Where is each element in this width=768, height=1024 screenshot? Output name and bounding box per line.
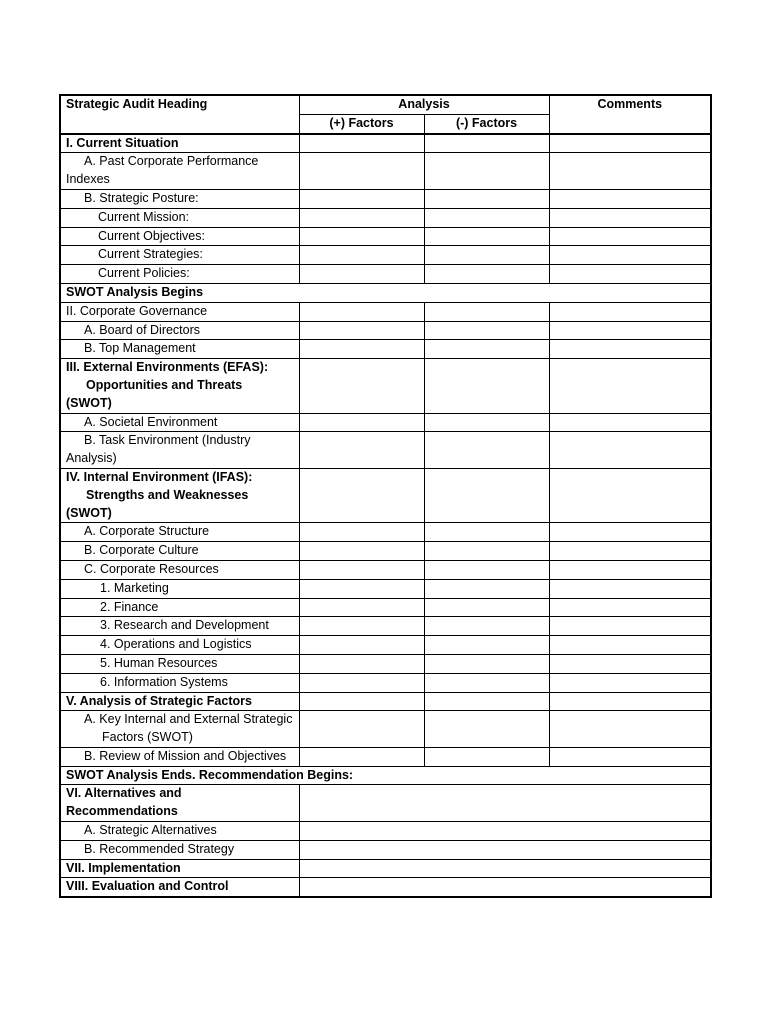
negative-cell <box>424 227 549 246</box>
negative-cell <box>424 523 549 542</box>
row-label: VI. Alternatives and Recommendations <box>60 785 299 822</box>
table-row <box>60 523 711 542</box>
positive-cell <box>299 189 424 208</box>
row-label: B. Recommended Strategy <box>60 840 299 859</box>
positive-cell <box>299 692 424 711</box>
comments-cell <box>549 153 711 190</box>
row-label: B. Top Management <box>60 340 299 359</box>
negative-factors-header: (-) Factors <box>424 114 549 133</box>
comments-cell <box>549 523 711 542</box>
negative-cell <box>424 321 549 340</box>
merged-cell <box>299 822 711 841</box>
positive-cell <box>299 560 424 579</box>
row-label: I. Current Situation <box>60 134 299 153</box>
positive-cell <box>299 227 424 246</box>
negative-cell <box>424 265 549 284</box>
row-label: C. Corporate Resources <box>60 560 299 579</box>
table-row <box>60 340 711 359</box>
positive-cell <box>299 598 424 617</box>
positive-cell <box>299 340 424 359</box>
negative-cell <box>424 617 549 636</box>
table-row <box>60 359 711 413</box>
table-row <box>60 227 711 246</box>
positive-cell <box>299 468 424 522</box>
comments-cell <box>549 189 711 208</box>
table-row <box>60 617 711 636</box>
positive-factors-header: (+) Factors <box>299 114 424 133</box>
comments-cell <box>549 246 711 265</box>
comments-cell <box>549 617 711 636</box>
positive-cell <box>299 302 424 321</box>
section-row <box>60 283 711 302</box>
table-row <box>60 747 711 766</box>
positive-cell <box>299 523 424 542</box>
row-label: 5. Human Resources <box>60 654 299 673</box>
section-row <box>60 766 711 785</box>
table-row <box>60 542 711 561</box>
positive-cell <box>299 321 424 340</box>
negative-cell <box>424 673 549 692</box>
comments-cell <box>549 413 711 432</box>
row-label: 6. Information Systems <box>60 673 299 692</box>
table-row <box>60 246 711 265</box>
negative-cell <box>424 711 549 748</box>
negative-cell <box>424 134 549 153</box>
row-label: A. Strategic Alternatives <box>60 822 299 841</box>
row-label: A. Past Corporate Performance Indexes <box>60 153 299 190</box>
row-label: V. Analysis of Strategic Factors <box>60 692 299 711</box>
comments-cell <box>549 265 711 284</box>
positive-cell <box>299 265 424 284</box>
row-label: B. Corporate Culture <box>60 542 299 561</box>
positive-cell <box>299 359 424 413</box>
negative-cell <box>424 302 549 321</box>
positive-cell <box>299 747 424 766</box>
row-label: 2. Finance <box>60 598 299 617</box>
table-row <box>60 822 711 841</box>
row-label: 1. Marketing <box>60 579 299 598</box>
comments-cell <box>549 208 711 227</box>
negative-cell <box>424 692 549 711</box>
table-row <box>60 560 711 579</box>
positive-cell <box>299 711 424 748</box>
row-label: B. Strategic Posture: <box>60 189 299 208</box>
negative-cell <box>424 654 549 673</box>
comments-cell <box>549 359 711 413</box>
positive-cell <box>299 636 424 655</box>
comments-cell <box>549 340 711 359</box>
table-row <box>60 413 711 432</box>
table-row <box>60 859 711 878</box>
negative-cell <box>424 153 549 190</box>
positive-cell <box>299 413 424 432</box>
comments-column-header: Comments <box>549 95 711 134</box>
comments-cell <box>549 598 711 617</box>
comments-cell <box>549 579 711 598</box>
negative-cell <box>424 468 549 522</box>
negative-cell <box>424 189 549 208</box>
row-label: III. External Environments (EFAS): Opportunities and Threats (SWOT) <box>60 359 299 413</box>
comments-cell <box>549 227 711 246</box>
negative-cell <box>424 208 549 227</box>
row-label: Current Objectives: <box>60 227 299 246</box>
row-label: Current Policies: <box>60 265 299 284</box>
comments-cell <box>549 747 711 766</box>
negative-cell <box>424 560 549 579</box>
row-label: IV. Internal Environment (IFAS): Strengths and Weaknesses (SWOT) <box>60 468 299 522</box>
negative-cell <box>424 340 549 359</box>
row-label: VIII. Evaluation and Control <box>60 878 299 897</box>
negative-cell <box>424 413 549 432</box>
positive-cell <box>299 432 424 469</box>
table-row <box>60 302 711 321</box>
table-row <box>60 208 711 227</box>
negative-cell <box>424 432 549 469</box>
comments-cell <box>549 654 711 673</box>
negative-cell <box>424 636 549 655</box>
comments-cell <box>549 542 711 561</box>
positive-cell <box>299 673 424 692</box>
row-label: Current Mission: <box>60 208 299 227</box>
table-row <box>60 189 711 208</box>
strategic-audit-table <box>59 94 712 898</box>
table-row <box>60 785 711 822</box>
swot-ends-label: SWOT Analysis Ends. Recommendation Begins: <box>60 766 711 785</box>
merged-cell <box>299 840 711 859</box>
table-row <box>60 468 711 522</box>
table-row <box>60 878 711 897</box>
row-label: B. Review of Mission and Objectives <box>60 747 299 766</box>
analysis-column-header: Analysis <box>299 95 549 114</box>
comments-cell <box>549 302 711 321</box>
positive-cell <box>299 134 424 153</box>
positive-cell <box>299 153 424 190</box>
positive-cell <box>299 208 424 227</box>
negative-cell <box>424 246 549 265</box>
comments-cell <box>549 432 711 469</box>
negative-cell <box>424 747 549 766</box>
table-row <box>60 265 711 284</box>
comments-cell <box>549 711 711 748</box>
row-label: II. Corporate Governance <box>60 302 299 321</box>
table-row <box>60 432 711 469</box>
row-label: B. Task Environment (Industry Analysis) <box>60 432 299 469</box>
negative-cell <box>424 598 549 617</box>
row-label: A. Board of Directors <box>60 321 299 340</box>
table-row <box>60 636 711 655</box>
comments-cell <box>549 134 711 153</box>
row-label: A. Corporate Structure <box>60 523 299 542</box>
row-label: A. Key Internal and External Strategic Factors (SWOT) <box>60 711 299 748</box>
negative-cell <box>424 542 549 561</box>
table-row <box>60 598 711 617</box>
table-row <box>60 692 711 711</box>
comments-cell <box>549 468 711 522</box>
merged-cell <box>299 878 711 897</box>
row-label: Current Strategies: <box>60 246 299 265</box>
row-label: A. Societal Environment <box>60 413 299 432</box>
row-label: VII. Implementation <box>60 859 299 878</box>
positive-cell <box>299 579 424 598</box>
row-label: 3. Research and Development <box>60 617 299 636</box>
table-row <box>60 321 711 340</box>
table-row <box>60 673 711 692</box>
comments-cell <box>549 636 711 655</box>
header-row <box>60 95 711 114</box>
merged-cell <box>299 785 711 822</box>
merged-cell <box>299 859 711 878</box>
comments-cell <box>549 692 711 711</box>
heading-column-header: Strategic Audit Heading <box>60 95 299 134</box>
swot-begins-label: SWOT Analysis Begins <box>60 283 711 302</box>
table-row <box>60 134 711 153</box>
comments-cell <box>549 560 711 579</box>
table-row <box>60 579 711 598</box>
positive-cell <box>299 617 424 636</box>
positive-cell <box>299 246 424 265</box>
table-row <box>60 654 711 673</box>
row-label: 4. Operations and Logistics <box>60 636 299 655</box>
negative-cell <box>424 579 549 598</box>
table-row <box>60 711 711 748</box>
table-row <box>60 840 711 859</box>
positive-cell <box>299 654 424 673</box>
comments-cell <box>549 673 711 692</box>
negative-cell <box>424 359 549 413</box>
comments-cell <box>549 321 711 340</box>
positive-cell <box>299 542 424 561</box>
table-row <box>60 153 711 190</box>
